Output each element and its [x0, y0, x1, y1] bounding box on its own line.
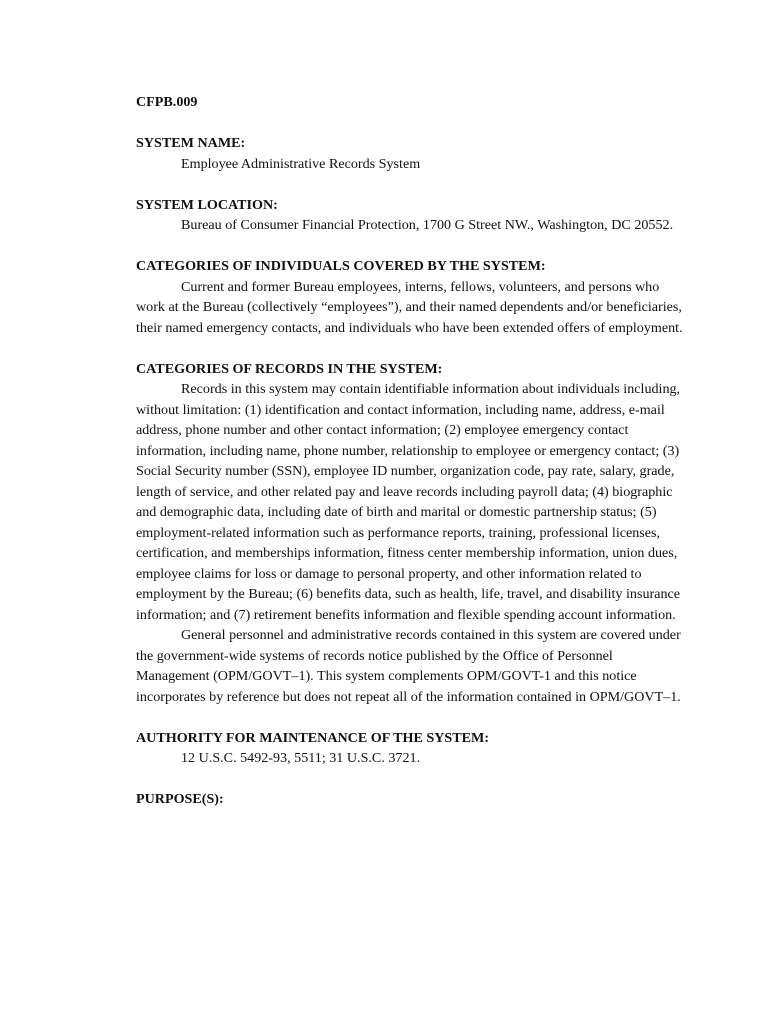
- section-authority: [136, 728, 684, 769]
- document-id: CFPB.009: [136, 94, 198, 110]
- section-categories-of-records: [136, 359, 684, 708]
- section-system-location: [136, 195, 684, 236]
- section-categories-of-individuals: [136, 256, 684, 338]
- section-paragraph: Records in this system may contain identifiable information about individuals including, without limitation: (1) identification and contact information, including name, address, e-mail address, phone number and other contact information; (2) employee emergency contact information, including name, phone number, relationship to employee or emergency contact; (3) Social Security number (SSN), employee ID number, organization code, pay rate, salary, grade, length of service, and other related pay and leave records including payroll data; (4) biographic and demographic data, including date of birth and marital or domestic partnership status; (5) employment-related information such as performance reports, training, professional licenses, certification, and memberships information, fitness center membership information, union dues, employee claims for loss or damage to personal property, and other information related to employment by the Bureau; (6) benefits data, such as health, life, travel, and disability insurance information; and (7) retirement benefits information and flexible spending account information.: [136, 381, 681, 623]
- section-paragraph: 12 U.S.C. 5492-93, 5511; 31 U.S.C. 3721.: [181, 750, 421, 766]
- section-heading: CATEGORIES OF INDIVIDUALS COVERED BY THE SYSTEM:: [136, 258, 546, 274]
- section-paragraph: Bureau of Consumer Financial Protection, 1700 G Street NW., Washington, DC 20552.: [181, 217, 674, 233]
- section-paragraph: General personnel and administrative records contained in this system are covered under the government-wide systems of records notice published by the Office of Personnel Management (OPM/GOVT–1). This system complements OPM/GOVT-1 and this notice incorporates by reference but does not repeat all of the information contained in OPM/GOVT–1.: [136, 627, 681, 705]
- section-heading: AUTHORITY FOR MAINTENANCE OF THE SYSTEM:: [136, 729, 490, 746]
- section-heading: PURPOSE(S):: [136, 791, 224, 807]
- section-heading: SYSTEM NAME:: [136, 135, 246, 151]
- section-paragraph: Current and former Bureau employees, interns, fellows, volunteers, and persons who work at the Bureau (collectively “employees”), and their named dependents and/or beneficiaries, their named emergency contacts, and individuals who have been extended offers of employment.: [136, 278, 683, 336]
- section-heading: SYSTEM LOCATION:: [136, 196, 278, 213]
- section-system-name: [136, 133, 684, 174]
- section-purposes: [136, 789, 684, 810]
- document-page: [136, 92, 684, 830]
- section-heading: CATEGORIES OF RECORDS IN THE SYSTEM:: [136, 360, 443, 377]
- section-paragraph: Employee Administrative Records System: [181, 155, 421, 172]
